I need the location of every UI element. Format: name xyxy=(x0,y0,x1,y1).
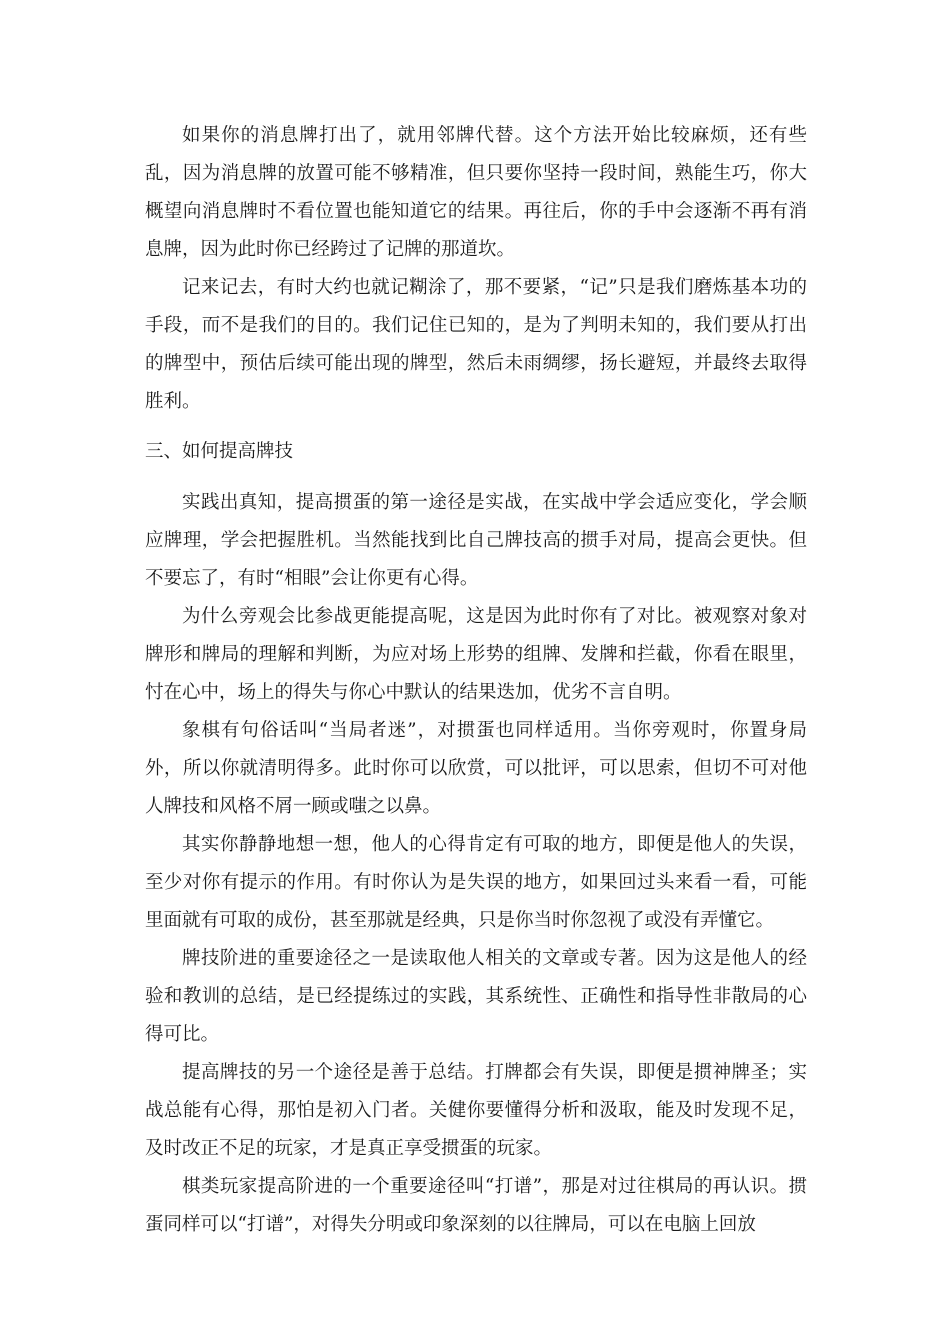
section-a-body xyxy=(145,117,807,421)
paragraph: 棋类玩家提高阶进的一个重要途径叫“打谱”，那是对过往棋局的再认识。掼蛋同样可以“打谱”，对得失分明或印象深刻的以往牌局，可以在电脑上回放 xyxy=(145,1176,807,1235)
section-b-body xyxy=(145,484,807,1244)
paragraph: 象棋有句俗话叫“当局者迷”，对掼蛋也同样适用。当你旁观时，你置身局外，所以你就清明得多。此时你可以欣赏，可以批评，可以思索，但切不可对他人牌技和风格不屑一顾或嗤之以鼻。 xyxy=(145,720,807,817)
paragraph: 提高牌技的另一个途径是善于总结。打牌都会有失误，即便是掼神牌圣；实战总能有心得，那怕是初入门者。关健你要懂得分析和汲取，能及时发现不足，及时改正不足的玩家，才是真正享受掼蛋的玩家。 xyxy=(145,1062,807,1159)
paragraph: 为什么旁观会比参战更能提高呢，这是因为此时你有了对比。被观察对象对牌形和牌局的理解和判断，为应对场上形势的组牌、发牌和拦截，你看在眼里，忖在心中，场上的得失与你心中默认的结果迭加，优劣不言自明。 xyxy=(145,606,807,703)
paragraph: 其实你静静地想一想，他人的心得肯定有可取的地方，即便是他人的失误，至少对你有提示的作用。有时你认为是失误的地方，如果回过头来看一看，可能里面就有可取的成份，甚至那就是经典，只是你当时你忽视了或没有弄懂它。 xyxy=(145,834,807,931)
paragraph: 如果你的消息牌打出了，就用邻牌代替。这个方法开始比较麻烦，还有些乱，因为消息牌的放置可能不够精准，但只要你坚持一段时间，熟能生巧，你大概望向消息牌时不看位置也能知道它的结果。再往后，你的手中会逐渐不再有消息牌，因为此时你已经跨过了记牌的那道坎。 xyxy=(145,125,807,260)
section-heading: 三、如何提高牌技 xyxy=(145,441,294,462)
paragraph: 实践出真知，提高掼蛋的第一途径是实战，在实战中学会适应变化，学会顺应牌理，学会把握胜机。当然能找到比自己牌技高的掼手对局，提高会更快。但不要忘了，有时“相眼”会让你更有心得。 xyxy=(145,492,807,589)
paragraph: 记来记去，有时大约也就记糊涂了，那不要紧，“记”只是我们磨炼基本功的手段，而不是我们的目的。我们记住已知的，是为了判明未知的，我们要从打出的牌型中，预估后续可能出现的牌型，然后未雨绸缪，扬长避短，并最终去取得胜利。 xyxy=(145,277,807,412)
paragraph: 牌技阶进的重要途径之一是读取他人相关的文章或专著。因为这是他人的经验和教训的总结，是已经提练过的实践，其系统性、正确性和指导性非散局的心得可比。 xyxy=(145,948,807,1045)
